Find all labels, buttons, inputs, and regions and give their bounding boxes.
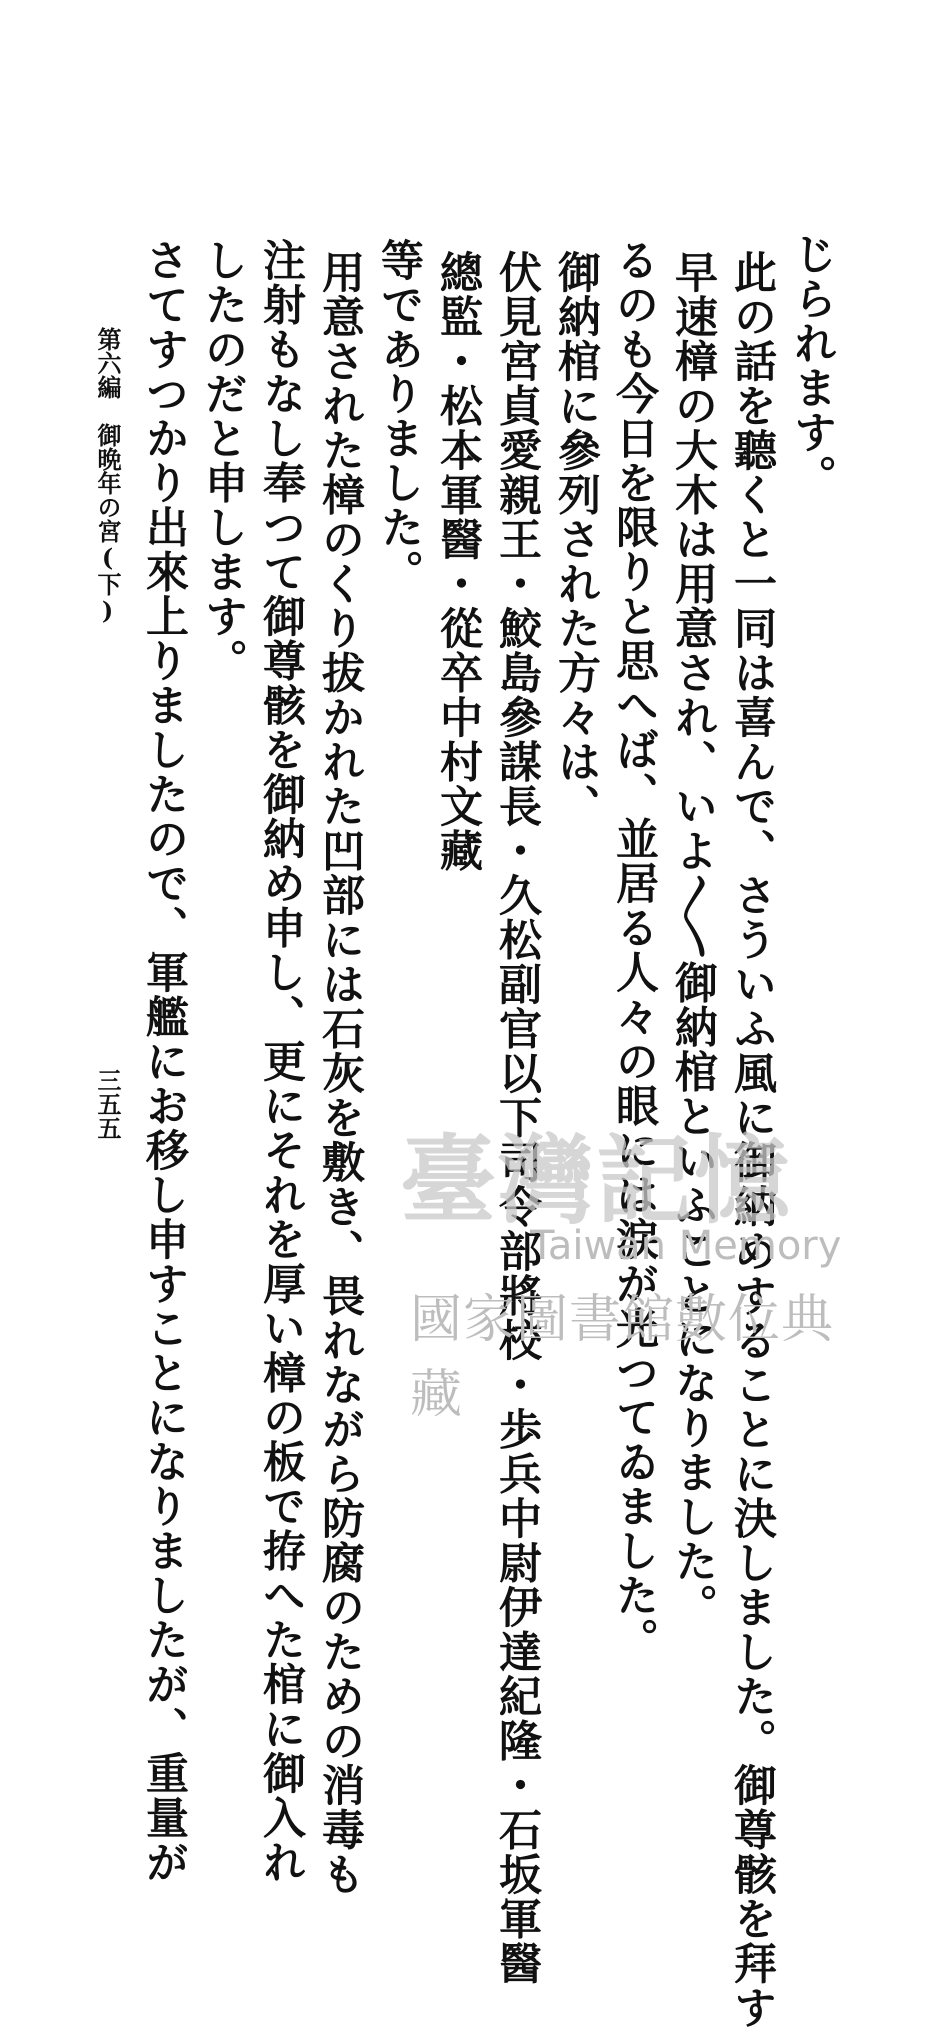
page-number: 三五五	[93, 1068, 122, 1140]
chapter-footer: 第六編 御晩年の宮(下)	[93, 327, 122, 625]
text-line-7: 總監・松本軍醫・從卒中村文藏	[433, 250, 483, 873]
watermark-logo: 臺灣記憶	[400, 1124, 792, 1237]
text-line-5: 御納棺に參列された方々は、	[551, 250, 601, 829]
text-line-12: さてすつかり出來上りましたので、軍艦にお移し申すことになりましたが、重量が	[139, 238, 189, 1885]
text-line-8: 等でありました。	[374, 238, 424, 594]
text-line-3: 早速樟の大木は用意され、いよ〳〵御納棺といふことになりました。	[668, 250, 718, 1628]
text-line-2: 此の話を聽くと一同は喜んで、さういふ風に御納めすることに決しました。御尊骸を拜す	[727, 250, 777, 2030]
text-line-6: 伏見宮貞愛親王・鮫島參謀長・久松副官以下司令部將校・歩兵中尉伊達紀隆・石坂軍醫	[492, 250, 542, 1986]
text-line-1: じられます。	[787, 232, 837, 499]
text-line-11: したのだと申します。	[198, 238, 248, 683]
text-line-9: 用意された樟のくり拔かれた凹部には石灰を敷き、畏れながら防腐のための消毒も	[315, 250, 365, 1897]
watermark-chinese: 國家圖書館數位典藏	[410, 1290, 835, 1425]
watermark-english: Taiwan Memory	[530, 1223, 842, 1269]
text-line-10: 注射もなし奉つて御尊骸を御納め申し、更にそれを厚い樟の板で拵へた棺に御入れ	[256, 238, 306, 1885]
text-line-4: るのも今日を限りと思へば、並居る人々の眼には涙が光つてゐました。	[609, 238, 659, 1662]
